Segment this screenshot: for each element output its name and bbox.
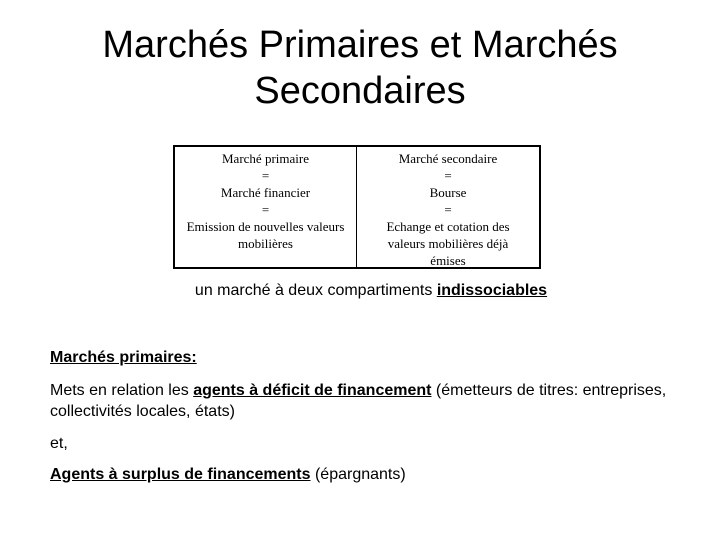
paragraph-deficit bbox=[50, 380, 690, 422]
title-line-1: Marchés Primaires et Marchés bbox=[102, 24, 618, 66]
subtitle bbox=[0, 282, 720, 300]
secondary-line: valeurs mobilières déjà bbox=[387, 236, 509, 251]
secondary-market-column bbox=[357, 147, 539, 267]
paragraph1-emphasis: agents à déficit de financement bbox=[193, 382, 432, 399]
secondary-line: émises bbox=[430, 253, 466, 268]
title-line-2: Secondaires bbox=[254, 70, 466, 112]
primary-line: = bbox=[261, 202, 270, 217]
secondary-line: = bbox=[444, 202, 452, 217]
primary-line: Marché financier bbox=[220, 185, 311, 200]
paragraph1-prefix: Mets en relation les bbox=[50, 382, 194, 399]
primary-line: Emission de nouvelles valeurs bbox=[186, 219, 345, 234]
primary-line: Marché primaire bbox=[222, 151, 309, 166]
section-heading bbox=[50, 347, 197, 368]
primary-market-column bbox=[175, 147, 357, 267]
subtitle-emphasis: indissociables bbox=[436, 282, 548, 299]
secondary-line: Echange et cotation des bbox=[386, 219, 510, 234]
section-heading-text: Marchés primaires: bbox=[50, 349, 197, 366]
secondary-line: Bourse bbox=[429, 185, 467, 200]
primary-line: mobilières bbox=[238, 236, 293, 251]
connector-text: et, bbox=[50, 435, 68, 452]
subtitle-text: un marché à deux compartiments bbox=[194, 282, 437, 299]
paragraph-surplus bbox=[50, 464, 406, 485]
paragraph2-emphasis: Agents à surplus de financements bbox=[50, 466, 311, 483]
slide-title bbox=[0, 22, 720, 114]
primary-line: = bbox=[261, 168, 270, 183]
comparison-table bbox=[173, 145, 541, 269]
paragraph1-suffix: (émetteurs de titres: entreprises, collectivités locales, états) bbox=[50, 382, 667, 420]
paragraph2-suffix: (épargnants) bbox=[310, 466, 406, 483]
secondary-line: = bbox=[444, 168, 452, 183]
secondary-line: Marché secondaire bbox=[398, 151, 498, 166]
